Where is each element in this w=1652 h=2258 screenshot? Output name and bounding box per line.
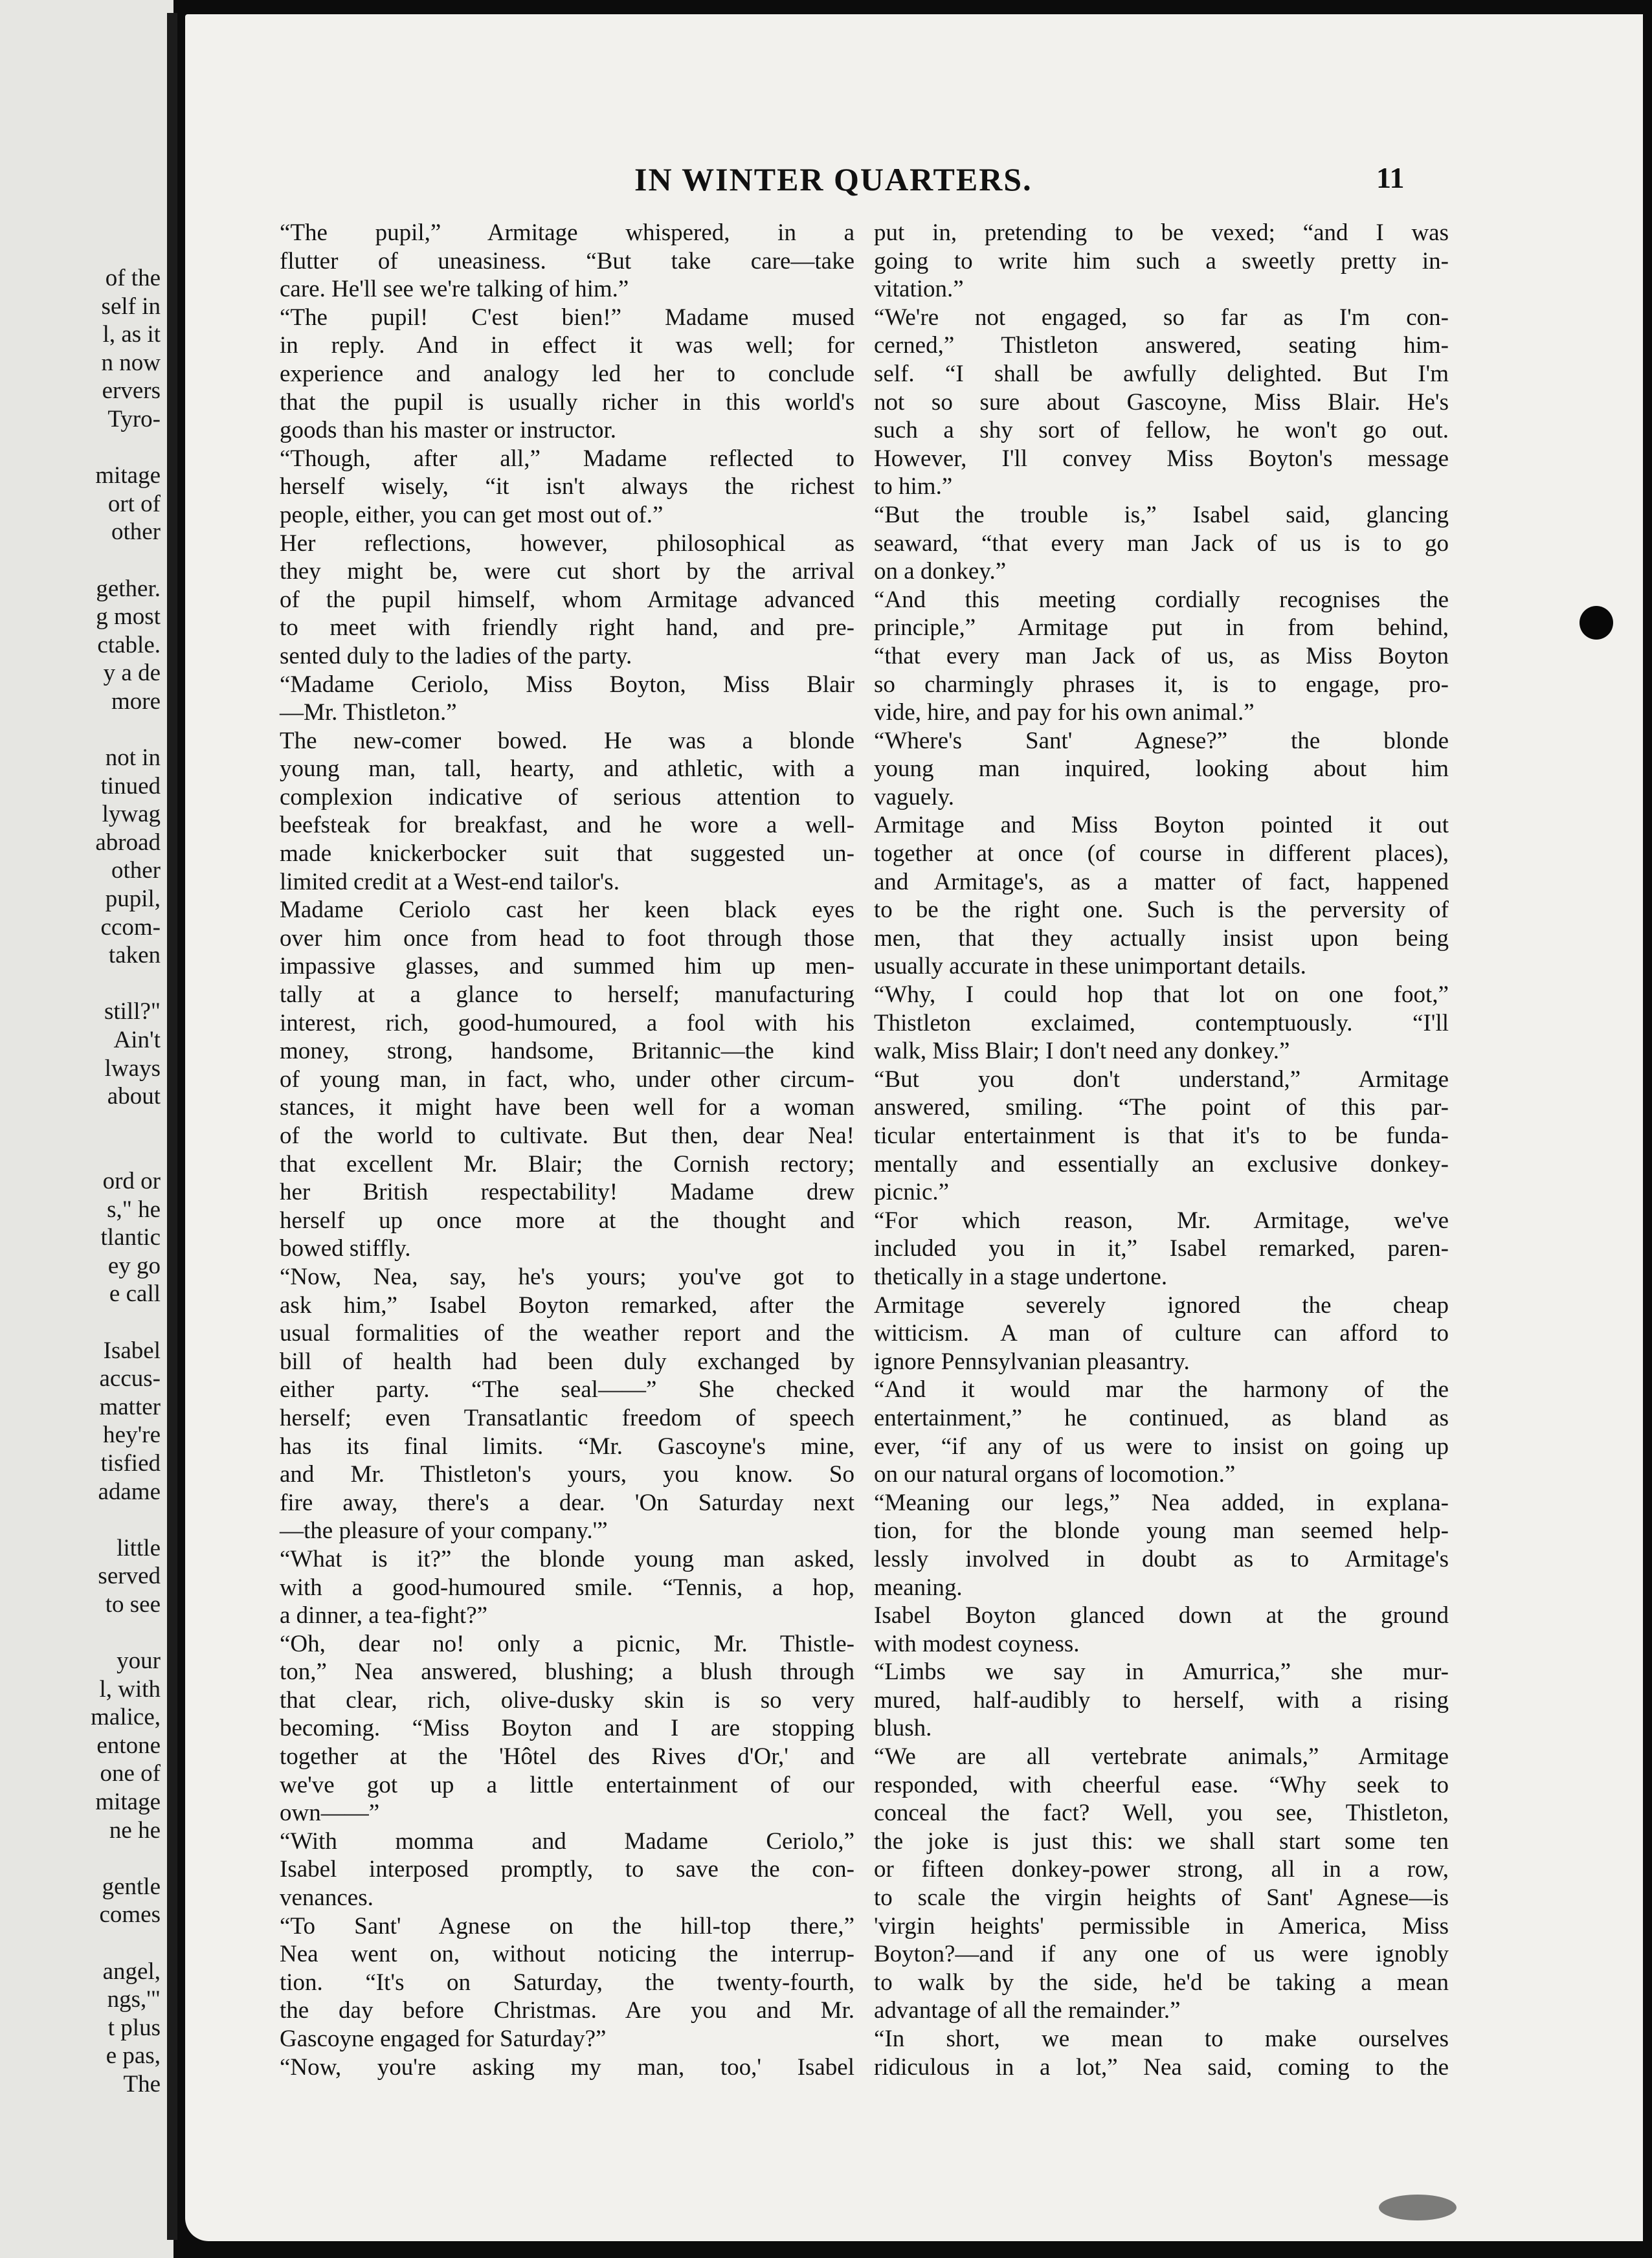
- text-line: vitation.”: [874, 276, 964, 303]
- text-line: put in, pretending to be vexed; “and I was: [874, 219, 1449, 246]
- previous-page-fragment: g most: [96, 603, 161, 631]
- previous-page-fragment: matter: [99, 1393, 161, 1420]
- text-line: beefsteak for breakfast, and he wore a well-: [280, 812, 854, 839]
- previous-page-fragment: lywag: [102, 801, 161, 828]
- text-line: “Why, I could hop that lot on one foot,”: [874, 981, 1449, 1009]
- previous-page-fragment: ngs,'": [107, 1986, 161, 2013]
- text-line: Gascoyne engaged for Saturday?”: [280, 2026, 607, 2052]
- previous-page-fragment: l, as it: [102, 321, 161, 348]
- text-line: ever, “if any of us were to insist on going up: [874, 1433, 1449, 1460]
- text-line: herself; even Transatlantic freedom of speech: [280, 1404, 854, 1431]
- text-line: young man, tall, hearty, and athletic, with a: [280, 755, 854, 783]
- previous-page-fragment: little: [117, 1534, 161, 1561]
- text-line: goods than his master or instructor.: [280, 417, 616, 444]
- text-line: The new-comer bowed. He was a blonde: [280, 727, 854, 754]
- previous-page-fragment: [5, 716, 161, 744]
- text-line: that clear, rich, olive-dusky skin is so very: [280, 1686, 854, 1714]
- text-line: “We are all vertebrate animals,” Armitage: [874, 1743, 1449, 1771]
- text-line: limited credit at a West-end tailor's.: [280, 868, 620, 895]
- page-title: IN WINTER QUARTERS.: [634, 161, 1032, 197]
- previous-page-fragment: [5, 1111, 161, 1139]
- text-line: tion, for the blonde young man seemed help-: [874, 1517, 1449, 1545]
- text-line: with a good-humoured smile. “Tennis, a hop,: [280, 1574, 854, 1601]
- text-line: cerned,” Thistleton answered, seating him-: [874, 332, 1449, 359]
- text-line: the joke is just this: we shall start some ten: [874, 1828, 1449, 1855]
- text-line: tion. “It's on Saturday, the twenty-fourth,: [280, 1969, 854, 1996]
- text-line: her British respectability! Madame drew: [280, 1179, 854, 1206]
- binding-gutter: [167, 13, 177, 2240]
- text-line: to him.”: [874, 473, 953, 500]
- previous-page-fragment: Tyro-: [107, 405, 161, 432]
- text-line: on a donkey.”: [874, 558, 1007, 585]
- previous-page-fragment: e call: [109, 1280, 161, 1308]
- text-line: ticular entertainment is that it's to be funda-: [874, 1123, 1449, 1149]
- previous-page-fragment: tinued: [100, 772, 161, 799]
- previous-page-fragment: ne he: [109, 1816, 161, 1844]
- text-line: Thistleton exclaimed, contemptuously. “I'll: [874, 1009, 1449, 1036]
- text-line: own——”: [280, 1800, 380, 1827]
- text-line: we've got up a little entertainment of our: [280, 1771, 854, 1798]
- text-line: Her reflections, however, philosophical as: [280, 530, 854, 557]
- text-line: and Mr. Thistleton's yours, you know. So: [280, 1461, 854, 1488]
- text-line: stances, it might have been well for a woman: [280, 1094, 854, 1121]
- previous-page-fragment: [5, 546, 161, 575]
- text-line: “But you don't understand,” Armitage: [874, 1066, 1449, 1093]
- text-line: or fifteen donkey-power strong, all in a row,: [874, 1856, 1449, 1883]
- text-line: “Oh, dear no! only a picnic, Mr. Thistle-: [280, 1630, 854, 1657]
- previous-page-fragment: t plus: [107, 2014, 161, 2041]
- previous-page-fragment: your: [117, 1648, 161, 1675]
- text-line: men, that they actually insist upon being: [874, 924, 1449, 952]
- previous-page-fragment: malice,: [91, 1704, 161, 1731]
- text-line: Nea went on, without noticing the interrup-: [280, 1941, 854, 1968]
- text-line: answered, smiling. “The point of this par-: [874, 1094, 1449, 1121]
- text-line: together at once (of course in different places),: [874, 840, 1449, 867]
- text-line: vide, hire, and pay for his own animal.”: [874, 699, 1255, 726]
- text-line: tally at a glance to herself; manufacturing: [280, 981, 854, 1009]
- previous-page-fragment: tlantic: [100, 1224, 161, 1251]
- previous-page-fragment: [5, 434, 161, 462]
- text-line: interest, rich, good-humoured, a fool with his: [280, 1009, 854, 1036]
- text-line: the day before Christmas. Are you and Mr.: [280, 1997, 854, 2024]
- text-line: money, strong, handsome, Britannic—the kind: [280, 1038, 854, 1065]
- previous-page-fragment: [5, 1929, 161, 1958]
- text-line: to walk by the side, he'd be taking a mean: [874, 1969, 1449, 1996]
- text-line: impassive glasses, and summed him up men-: [280, 953, 854, 980]
- text-line: in reply. And in effect it was well; for: [280, 332, 854, 359]
- previous-page-fragment: other: [111, 857, 161, 884]
- text-line: a dinner, a tea-fight?”: [280, 1602, 488, 1629]
- text-line: usual formalities of the weather report and the: [280, 1320, 854, 1347]
- text-line: on our natural organs of locomotion.”: [874, 1461, 1236, 1488]
- text-line: —the pleasure of your company.'”: [280, 1517, 608, 1545]
- text-line: that excellent Mr. Blair; the Cornish rectory;: [280, 1150, 854, 1178]
- text-line: thetically in a stage undertone.: [874, 1263, 1168, 1290]
- text-line: herself up once more at the thought and: [280, 1207, 854, 1234]
- previous-page-fragment: adame: [98, 1478, 161, 1505]
- text-line: included you in it,” Isabel remarked, paren-: [874, 1235, 1449, 1262]
- text-line: people, either, you can get most out of.”: [280, 501, 664, 528]
- text-line: ton,” Nea answered, blushing; a blush through: [280, 1659, 854, 1686]
- text-line: mentally and essentially an exclusive donkey-: [874, 1150, 1449, 1178]
- previous-page-fragment: ort of: [107, 490, 161, 517]
- previous-page-fragment: e pas,: [106, 2042, 161, 2070]
- text-line: complexion indicative of serious attention to: [280, 783, 854, 810]
- text-line: However, I'll convey Miss Boyton's message: [874, 445, 1449, 472]
- previous-page-fragment: y a de: [103, 660, 161, 687]
- previous-page-text-fragments: [5, 264, 161, 2099]
- text-column-right: [874, 219, 1449, 2081]
- text-line: so charmingly phrases it, is to engage, pro-: [874, 671, 1449, 698]
- text-line: advantage of all the remainder.”: [874, 1997, 1181, 2024]
- previous-page-fragment: to see: [105, 1591, 161, 1618]
- page-number: 11: [1376, 161, 1405, 194]
- previous-page-fragment: n now: [101, 349, 161, 376]
- text-line: “The pupil,” Armitage whispered, in a: [280, 219, 854, 246]
- page-edge-shadow: [1643, 0, 1652, 2258]
- text-line: Boyton?—and if any one of us were ignobly: [874, 1941, 1449, 1968]
- previous-page-fragment: The: [123, 2071, 161, 2097]
- text-line: lessly involved in doubt as to Armitage's: [874, 1545, 1449, 1572]
- text-line: ridiculous in a lot,” Nea said, coming to the: [874, 2053, 1449, 2081]
- text-line: over him once from head to foot through those: [280, 924, 854, 952]
- text-line: venances.: [280, 1884, 374, 1912]
- previous-page-fragment: served: [98, 1563, 161, 1590]
- previous-page-fragment: abroad: [95, 829, 161, 856]
- corner-stain: [1379, 2195, 1457, 2220]
- text-line: Madame Ceriolo cast her keen black eyes: [280, 897, 854, 924]
- text-line: becoming. “Miss Boyton and I are stopping: [280, 1715, 854, 1742]
- text-line: they might be, were cut short by the arrival: [280, 558, 854, 585]
- text-line: not so sure about Gascoyne, Miss Blair. He's: [874, 388, 1449, 416]
- text-line: bill of health had been duly exchanged by: [280, 1348, 854, 1375]
- text-line: ask him,” Isabel Boyton remarked, after the: [280, 1291, 854, 1319]
- previous-page-fragment: mitage: [95, 1789, 161, 1816]
- text-line: has its final limits. “Mr. Gascoyne's mine,: [280, 1433, 854, 1460]
- text-line: mured, half-audibly to herself, with a rising: [874, 1686, 1449, 1714]
- text-line: “For which reason, Mr. Armitage, we've: [874, 1207, 1449, 1234]
- text-line: going to write him such a sweetly pretty in-: [874, 247, 1449, 274]
- text-line: seaward, “that every man Jack of us is to go: [874, 530, 1449, 557]
- text-line: entertainment,” he continued, as bland as: [874, 1404, 1449, 1431]
- previous-page-edge: [0, 0, 173, 2258]
- text-line: “Meaning our legs,” Nea added, in explana-: [874, 1489, 1449, 1516]
- previous-page-fragment: [5, 1844, 161, 1873]
- text-line: “The pupil! C'est bien!” Madame mused: [280, 304, 854, 331]
- text-line: “that every man Jack of us, as Miss Boyton: [874, 642, 1449, 669]
- text-line: to meet with friendly right hand, and pre-: [280, 614, 854, 642]
- text-line: made knickerbocker suit that suggested un-: [280, 840, 854, 867]
- text-line: “We're not engaged, so far as I'm con-: [874, 304, 1449, 331]
- previous-page-fragment: not in: [105, 744, 161, 772]
- text-line: that the pupil is usually richer in this world's: [280, 388, 854, 416]
- text-line: experience and analogy led her to conclude: [280, 360, 854, 387]
- text-line: “Now, you're asking my man, too,' Isabel: [280, 2053, 854, 2081]
- previous-page-fragment: still?": [104, 998, 161, 1025]
- previous-page-fragment: mitage: [95, 462, 161, 489]
- previous-page-fragment: other: [111, 519, 161, 546]
- text-line: “But the trouble is,” Isabel said, glancing: [874, 501, 1449, 528]
- previous-page-fragment: angel,: [102, 1958, 161, 1985]
- previous-page-fragment: Ain't: [113, 1027, 161, 1054]
- previous-page-fragment: [5, 1308, 161, 1337]
- text-line: conceal the fact? Well, you see, Thistleton,: [874, 1800, 1449, 1827]
- previous-page-fragment: hey're: [103, 1422, 161, 1449]
- previous-page-fragment: lways: [104, 1055, 161, 1082]
- text-line: together at the 'Hôtel des Rives d'Or,' and: [280, 1743, 854, 1771]
- running-head: [0, 161, 1652, 199]
- text-line: responded, with cheerful ease. “Why seek to: [874, 1771, 1449, 1798]
- text-line: and Armitage's, as a matter of fact, happened: [874, 868, 1449, 895]
- previous-page-fragment: comes: [99, 1901, 161, 1928]
- previous-page-fragment: ey go: [107, 1252, 161, 1279]
- text-line: “With momma and Madame Ceriolo,”: [280, 1828, 854, 1855]
- previous-page-fragment: Isabel: [103, 1337, 161, 1364]
- text-line: either party. “The seal——” She checked: [280, 1376, 854, 1403]
- previous-page-fragment: gentle: [102, 1873, 161, 1900]
- text-line: Armitage and Miss Boyton pointed it out: [874, 812, 1449, 839]
- text-line: of young man, in fact, who, under other circum-: [280, 1066, 854, 1093]
- text-line: usually accurate in these unimportant details.: [874, 953, 1306, 980]
- text-line: “Though, after all,” Madame reflected to: [280, 445, 854, 472]
- text-line: Armitage severely ignored the cheap: [874, 1291, 1449, 1319]
- text-line: herself wisely, “it isn't always the richest: [280, 473, 854, 500]
- text-line: fire away, there's a dear. 'On Saturday next: [280, 1489, 854, 1516]
- previous-page-fragment: l, with: [99, 1675, 161, 1703]
- text-line: “Limbs we say in Amurrica,” she mur-: [874, 1659, 1449, 1686]
- text-line: witticism. A man of culture can afford to: [874, 1320, 1449, 1347]
- previous-page-fragment: [5, 1619, 161, 1648]
- text-line: “In short, we mean to make ourselves: [874, 2026, 1449, 2052]
- text-line: 'virgin heights' permissible in America, Miss: [874, 1912, 1449, 1939]
- previous-page-fragment: tisfied: [100, 1449, 161, 1477]
- text-column-left: [280, 219, 854, 2081]
- previous-page-fragment: taken: [108, 942, 161, 969]
- text-line: flutter of uneasiness. “But take care—take: [280, 247, 854, 274]
- previous-page-fragment: entone: [96, 1732, 161, 1759]
- text-line: bowed stiffly.: [280, 1235, 411, 1262]
- text-line: vaguely.: [874, 783, 954, 810]
- previous-page-fragment: accus-: [99, 1365, 161, 1392]
- text-line: —Mr. Thistleton.”: [280, 699, 457, 726]
- previous-page-fragment: more: [111, 687, 161, 715]
- text-line: to scale the virgin heights of Sant' Agnese—is: [874, 1884, 1449, 1912]
- previous-page-fragment: ctable.: [97, 631, 161, 658]
- previous-page-fragment: s," he: [107, 1196, 161, 1223]
- text-line: of the pupil himself, whom Armitage advanced: [280, 586, 854, 613]
- text-line: care. He'll see we're talking of him.”: [280, 276, 629, 303]
- text-line: young man inquired, looking about him: [874, 755, 1449, 783]
- previous-page-fragment: [5, 1139, 161, 1167]
- text-line: meaning.: [874, 1574, 963, 1601]
- text-line: “Madame Ceriolo, Miss Boyton, Miss Blair: [280, 671, 854, 698]
- text-line: picnic.”: [874, 1179, 950, 1206]
- text-line: self. “I shall be awfully delighted. But I'm: [874, 360, 1449, 387]
- text-line: walk, Miss Blair; I don't need any donkey.”: [874, 1038, 1290, 1065]
- text-line: with modest coyness.: [874, 1630, 1080, 1657]
- text-line: “Now, Nea, say, he's yours; you've got to: [280, 1263, 854, 1290]
- previous-page-fragment: ervers: [102, 377, 161, 405]
- text-line: “And this meeting cordially recognises the: [874, 586, 1449, 613]
- previous-page-fragment: of the: [105, 265, 161, 291]
- text-line: such a shy sort of fellow, he won't go out.: [874, 417, 1449, 444]
- text-line: blush.: [874, 1715, 932, 1742]
- previous-page-fragment: pupil,: [105, 886, 161, 913]
- text-line: to be the right one. Such is the perversity of: [874, 897, 1449, 924]
- previous-page-fragment: self in: [101, 293, 161, 320]
- previous-page-fragment: ccom-: [100, 913, 161, 941]
- text-line: Isabel interposed promptly, to save the con-: [280, 1856, 854, 1883]
- text-line: “To Sant' Agnese on the hill-top there,”: [280, 1912, 854, 1939]
- previous-page-fragment: ord or: [102, 1168, 161, 1194]
- text-line: principle,” Armitage put in from behind,: [874, 614, 1449, 642]
- previous-page-fragment: one of: [100, 1760, 161, 1787]
- previous-page-fragment: gether.: [96, 575, 161, 602]
- text-line: of the world to cultivate. But then, dear Nea!: [280, 1123, 854, 1149]
- text-line: “What is it?” the blonde young man asked,: [280, 1545, 854, 1572]
- text-line: Isabel Boyton glanced down at the ground: [874, 1602, 1449, 1629]
- previous-page-fragment: about: [107, 1083, 161, 1110]
- previous-page-fragment: [5, 970, 161, 998]
- text-line: sented duly to the ladies of the party.: [280, 642, 632, 669]
- punch-hole: [1579, 606, 1613, 640]
- text-line: “Where's Sant' Agnese?” the blonde: [874, 727, 1449, 754]
- previous-page-fragment: [5, 1506, 161, 1534]
- text-line: ignore Pennsylvanian pleasantry.: [874, 1348, 1190, 1375]
- text-line: “And it would mar the harmony of the: [874, 1376, 1449, 1403]
